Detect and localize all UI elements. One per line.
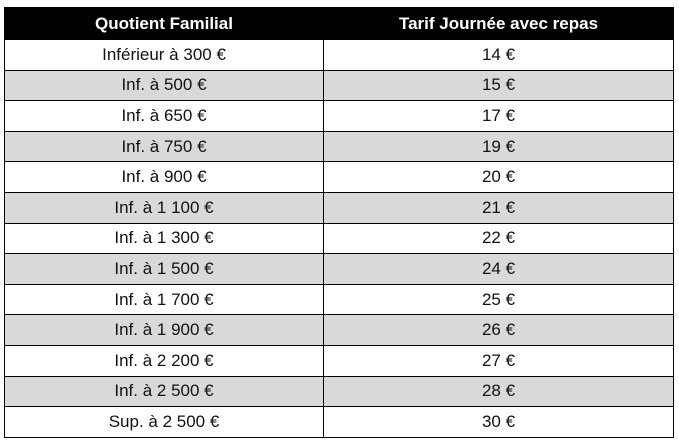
table-row <box>5 345 674 376</box>
tarif-cell: 15 € <box>324 70 674 101</box>
table-row <box>5 40 674 71</box>
tarif-cell: 14 € <box>324 40 674 71</box>
tarif-cell: 25 € <box>324 284 674 315</box>
tarif-cell: 28 € <box>324 376 674 407</box>
table-row <box>5 223 674 254</box>
table-row <box>5 407 674 438</box>
quotient-cell: Inf. à 1 900 € <box>5 315 324 346</box>
quotient-cell: Inférieur à 300 € <box>5 40 324 71</box>
tarif-cell: 26 € <box>324 315 674 346</box>
header-tarif-journee: Tarif Journée avec repas <box>324 8 674 40</box>
header-quotient-familial: Quotient Familial <box>5 8 324 40</box>
tarif-cell: 22 € <box>324 223 674 254</box>
quotient-cell: Sup. à 2 500 € <box>5 407 324 438</box>
quotient-cell: Inf. à 650 € <box>5 101 324 132</box>
table-row <box>5 70 674 101</box>
table-row <box>5 131 674 162</box>
tarif-table <box>4 7 674 438</box>
tarif-cell: 27 € <box>324 345 674 376</box>
quotient-cell: Inf. à 1 500 € <box>5 254 324 285</box>
table-row <box>5 254 674 285</box>
tarif-cell: 20 € <box>324 162 674 193</box>
quotient-cell: Inf. à 1 300 € <box>5 223 324 254</box>
quotient-cell: Inf. à 2 200 € <box>5 345 324 376</box>
table-row <box>5 192 674 223</box>
quotient-cell: Inf. à 1 700 € <box>5 284 324 315</box>
quotient-cell: Inf. à 1 100 € <box>5 192 324 223</box>
table-row <box>5 376 674 407</box>
tarif-cell: 21 € <box>324 192 674 223</box>
tarif-cell: 30 € <box>324 407 674 438</box>
table-header-row <box>5 8 674 40</box>
tarif-cell: 17 € <box>324 101 674 132</box>
table-row <box>5 284 674 315</box>
quotient-cell: Inf. à 900 € <box>5 162 324 193</box>
table-row <box>5 101 674 132</box>
quotient-cell: Inf. à 2 500 € <box>5 376 324 407</box>
table-row <box>5 162 674 193</box>
quotient-cell: Inf. à 500 € <box>5 70 324 101</box>
tarif-cell: 24 € <box>324 254 674 285</box>
tarif-cell: 19 € <box>324 131 674 162</box>
table-row <box>5 315 674 346</box>
quotient-cell: Inf. à 750 € <box>5 131 324 162</box>
